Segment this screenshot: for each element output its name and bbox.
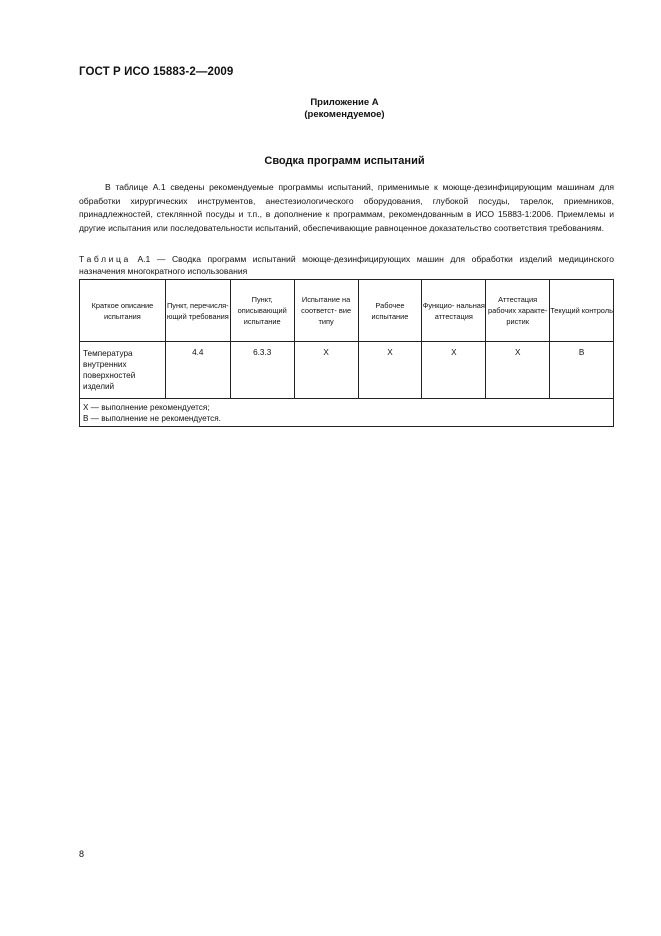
table-notes <box>80 399 614 427</box>
header-operational-test: Рабочее испытание <box>358 280 422 342</box>
cell-description: Температура внутренних поверхностей изделий <box>80 342 166 399</box>
test-program-table <box>79 279 614 427</box>
header-type-test: Испытание на соответст- вие типу <box>294 280 358 342</box>
section-title: Сводка программ испытаний <box>264 155 425 167</box>
annex-heading <box>0 97 661 121</box>
cell-functional-qualification: X <box>422 342 486 399</box>
header-test-clause: Пункт, описывающий испытание <box>230 280 294 342</box>
table-row <box>80 342 614 399</box>
cell-routine-control: В <box>550 342 614 399</box>
intro-paragraph <box>79 181 614 235</box>
cell-operational-test: X <box>358 342 422 399</box>
annex-title: Приложение А <box>310 97 379 108</box>
table-notes-row <box>80 399 614 427</box>
cell-requirement-clause: 4.4 <box>165 342 230 399</box>
intro-text: В таблице А.1 сведены рекомендуемые программы испытаний, применимые к моюще-дезинфицирующим машинам для обработки хирургических инструментов, анестезиологического оборудования, глубокой посуды, тарелок, приемников, принадлежностей, стеклянной посуды и т.п., в дополнение к программам, рекомендованным в ИСО 15883-1:2006. Приемлемы и другие испытания или последовательности испытаний, обеспечивающие равноценное доказательство соответствия требованиям. <box>79 182 614 233</box>
cell-test-clause: 6.3.3 <box>230 342 294 399</box>
header-performance-qualification: Аттестация рабочих характе- ристик <box>486 280 550 342</box>
header-test-description: Краткое описание испытания <box>80 280 166 342</box>
note-recommended: X — выполнение рекомендуется; <box>83 403 210 412</box>
header-routine-control: Текущий контроль <box>550 280 614 342</box>
table-header-row <box>80 280 614 342</box>
header-functional-qualification: Функцио- нальная аттестация <box>422 280 486 342</box>
cell-type-test: X <box>294 342 358 399</box>
annex-status: (рекомендуемое) <box>304 109 385 120</box>
document-header: ГОСТ Р ИСО 15883-2—2009 <box>79 66 234 78</box>
table-caption-text: А.1 — Сводка программ испытаний моюще-дезинфицирующих машин для обработки изделий медицинского назначения многократного использования <box>79 254 614 276</box>
table-caption <box>79 254 614 277</box>
table-caption-label: Таблица <box>79 254 131 264</box>
page-number: 8 <box>79 849 85 859</box>
header-requirement-clause: Пункт, перечисля- ющий требования <box>165 280 230 342</box>
note-not-recommended: В — выполнение не рекомендуется. <box>83 414 221 423</box>
cell-performance-qualification: X <box>486 342 550 399</box>
